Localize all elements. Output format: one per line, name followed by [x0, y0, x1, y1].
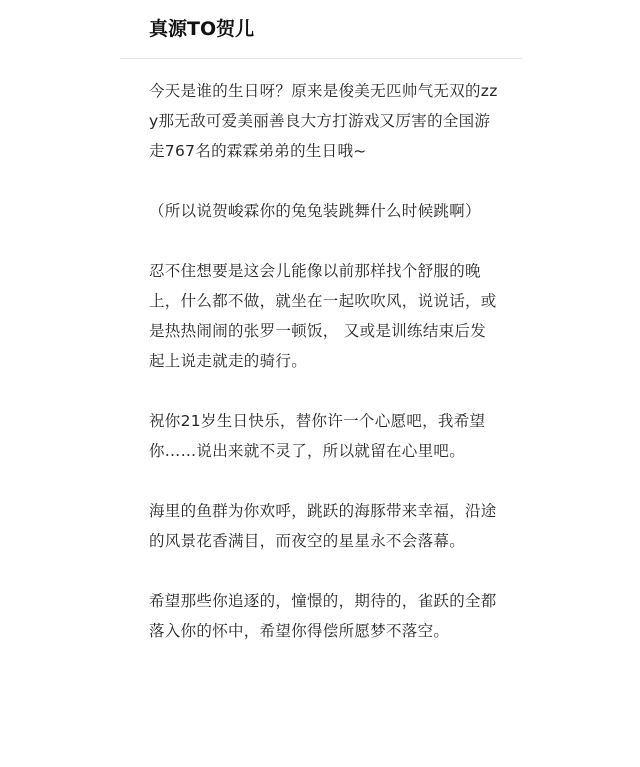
paragraph-2: （所以说贺峻霖你的兔兔装跳舞什么时候跳啊）: [149, 202, 481, 220]
article-title: 真源TO贺儿: [149, 18, 255, 40]
article-header: [120, 0, 522, 59]
paragraph-3: 忍不住想要是这会儿能像以前那样找个舒服的晚上，什么都不做，就坐在一起吹吹风，说说话，或是热热闹闹的张罗一顿饭， 又或是训练结束后发起上说走就走的骑行。: [149, 262, 497, 370]
article-body: [149, 76, 499, 646]
paragraph-1: 今天是谁的生日呀？原来是俊美无匹帅气无双的zzy那无敌可爱美丽善良大方打游戏又厉害的全国游走767名的霖霖弟弟的生日哦~: [149, 82, 498, 160]
paragraph-5: 海里的鱼群为你欢呼，跳跃的海豚带来幸福，沿途的风景花香满目，而夜空的星星永不会落幕。: [149, 502, 497, 550]
paragraph-6: 希望那些你追逐的，憧憬的，期待的，雀跃的全都落入你的怀中，希望你得偿所愿梦不落空。: [149, 592, 497, 640]
paragraph-4: 祝你21岁生日快乐，替你许一个心愿吧，我希望你……说出来就不灵了，所以就留在心里吧。: [149, 412, 486, 460]
